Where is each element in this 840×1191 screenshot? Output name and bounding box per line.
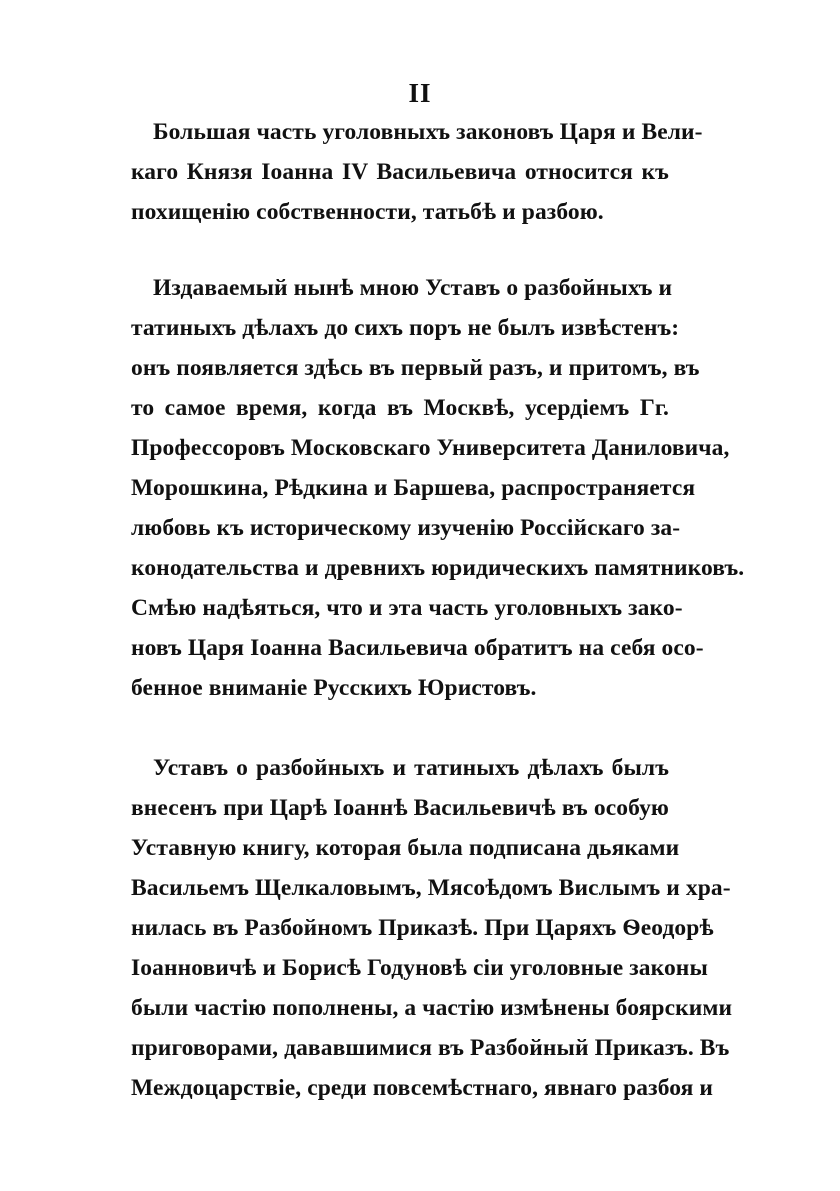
text-line: конодательства и древнихъ юридическихъ памятниковъ. [131, 555, 745, 581]
text-line: Большая часть уголовныхъ законовъ Царя и Вели- [153, 119, 703, 145]
paragraph-3 [131, 748, 733, 1108]
text-line: Профессоровъ Московскаго Университета Даниловича, [131, 435, 730, 461]
text-line: нилась въ Разбойномъ Приказѣ. При Царяхъ Ѳеодорѣ [131, 915, 714, 941]
page-number: II [408, 78, 432, 108]
text-line: Междоцарствіе, среди повсемѣстнаго, явнаго разбоя и [131, 1075, 714, 1101]
text-line: новъ Царя Іоанна Васильевича обратитъ на себя осо- [131, 635, 704, 661]
text-line: татиныхъ дѣлахъ до сихъ поръ не былъ извѣстенъ: [131, 315, 680, 341]
text-line: Васильемъ Щелкаловымъ, Мясоѣдомъ Вислымъ и хра- [131, 875, 731, 901]
text-line: были частію пополнены, а частію измѣнены боярскими [131, 995, 733, 1021]
text-line: любовь къ историческому изученію Россійскаго за- [131, 515, 681, 541]
text-line: приговорами, дававшимися въ Разбойный Приказъ. Въ [131, 1035, 730, 1061]
text-line: Уставъ о разбойныхъ и татиныхъ дѣлахъ былъ [153, 755, 669, 781]
text-line: Уставную книгу, которая была подписана дьяками [131, 835, 680, 861]
text-line: бенное вниманіе Русскихъ Юристовъ. [131, 675, 537, 701]
text-line: то самое время, когда въ Москвѣ, усердіемъ Гг. [131, 395, 669, 421]
text-line: каго Князя Іоанна IV Васильевича относится къ [131, 159, 669, 185]
paragraph-2 [131, 268, 745, 708]
text-line: Смѣю надѣяться, что и эта часть уголовныхъ зако- [131, 595, 683, 621]
text-line: Морошкина, Рѣдкина и Баршева, распространяется [131, 475, 696, 501]
text-line: онъ появляется здѣсь въ первый разъ, и притомъ, въ [131, 355, 700, 381]
text-line: внесенъ при Царѣ Іоаннѣ Васильевичѣ въ особую [131, 795, 669, 821]
text-line: похищенію собственности, татьбѣ и разбою. [131, 199, 604, 225]
paragraph-1 [131, 112, 703, 232]
text-line: Іоанновичѣ и Борисѣ Годуновѣ сіи уголовные законы [131, 955, 708, 981]
text-line: Издаваемый нынѣ мною Уставъ о разбойныхъ и [153, 275, 673, 301]
